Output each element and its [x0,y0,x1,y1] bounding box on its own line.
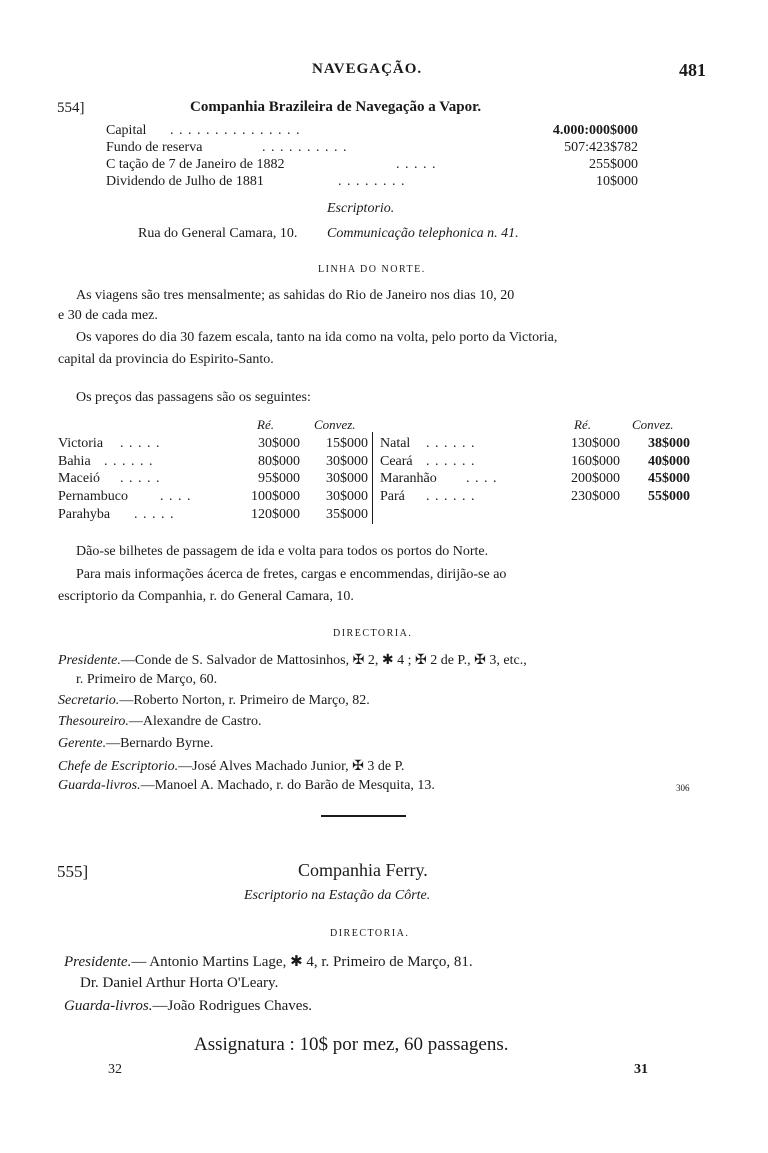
fare-convez: 55$000 [648,489,690,504]
board-text: — Antonio Martins Lage, ✱ 4, r. Primeiro de Março, 81. [131,954,473,970]
board-heading: DIRECTORIA. [333,628,413,639]
port-name: Pará [380,489,405,504]
board-text: —João Rodrigues Chaves. [152,998,313,1014]
office-555: Escriptorio na Estação da Côrte. [244,888,431,903]
fare-convez: 35$000 [326,507,368,522]
fare-convez: 30$000 [326,454,368,469]
board-member [64,998,312,1015]
fare-re: 230$000 [571,489,620,504]
board-role: Guarda-livros. [64,998,153,1014]
fare-re: 130$000 [571,436,620,451]
fare-convez: 15$000 [326,436,368,451]
office-phone: Communicação telephonica n. 41. [327,226,519,241]
board-text: —Roberto Norton, r. Primeiro de Março, 82. [119,693,370,708]
finance-label: Dividendo de Julho de 1881 [106,174,264,189]
board-member [58,693,370,709]
entry-number-554: 554] [57,100,85,116]
finance-label: Fundo de reserva [106,140,203,155]
info-line: Para mais informações ácerca de fretes, cargas e encommendas, dirijão-se ao [76,567,507,582]
page-number: 481 [679,60,706,80]
running-head-title: NAVEGAÇÃO. [312,61,423,77]
paragraph-line: As viagens são tres mensalmente; as sahidas do Rio de Janeiro nos dias 10, 20 [76,288,515,303]
board-member [58,778,435,794]
leader-dots: . . . . . . . . [338,174,406,189]
board-text: Dr. Daniel Arthur Horta O'Leary. [80,975,279,991]
finance-value: 4.000:000$000 [552,123,638,138]
line-heading: LINHA DO NORTE. [318,264,426,275]
fare-convez: 45$000 [648,471,690,486]
fare-re: 80$000 [258,454,300,469]
fare-re: 200$000 [571,471,620,486]
fare-convez: 30$000 [326,489,368,504]
port-name: Maranhão [380,471,437,486]
office-address: Rua do General Camara, 10. [138,226,298,241]
fare-re: 120$000 [251,507,300,522]
board-text: —José Alves Machado Junior, ✠ 3 de P. [178,759,405,774]
leader-dots: . . . . . . . . . . [262,140,348,155]
board-text: —Bernardo Byrne. [106,736,214,751]
board-role: Chefe de Escriptorio. [58,759,179,774]
column-divider [372,432,373,524]
col-header-re: Ré. [257,417,274,432]
board-member [58,714,262,730]
fare-convez: 38$000 [648,436,690,451]
port-name: Bahia [58,454,91,469]
fare-re: 160$000 [571,454,620,469]
board-member [58,736,213,752]
fare-re: 95$000 [258,471,300,486]
leader-dots: . . . . [466,471,498,486]
port-name: Pernambuco [58,489,128,504]
leader-dots: . . . . . . [426,454,476,469]
finance-label: C tação de 7 de Janeiro de 1882 [106,157,285,172]
leader-dots: . . . . . . [426,489,476,504]
finance-value: 10$000 [596,174,638,189]
signature-mark-left: 32 [108,1062,122,1077]
paragraph-line: capital da provincia do Espirito-Santo. [58,352,274,367]
port-name: Natal [380,436,411,451]
board-member [76,672,217,688]
board-member [64,952,473,971]
entry-number-555: 555] [57,862,89,881]
col-header-re: Ré. [574,417,591,432]
leader-dots: . . . . . . [104,454,154,469]
info-line: escriptorio da Companhia, r. do General Camara, 10. [58,589,354,604]
leader-dots: . . . . . . [426,436,476,451]
leader-dots: . . . . [160,489,192,504]
prices-intro: Os preços das passagens são os seguintes: [76,390,311,405]
board-member [58,652,527,669]
fare-convez: 30$000 [326,471,368,486]
port-name: Parahyba [58,507,111,522]
port-name: Ceará [380,454,413,469]
fare-re: 30$000 [258,436,300,451]
paragraph-line: e 30 de cada mez. [58,308,158,323]
office-heading: Escriptorio. [327,201,395,216]
board-role: Presidente. [64,954,132,970]
finance-value: 507:423$782 [564,140,638,155]
col-header-convez: Convez. [632,417,674,432]
leader-dots: . . . . . [120,436,161,451]
board-text: —Alexandre de Castro. [128,714,262,729]
board-heading-555: DIRECTORIA. [330,928,410,939]
board-role: Presidente. [58,653,121,668]
col-header-convez: Convez. [314,417,356,432]
port-name: Maceió [58,471,100,486]
margin-note: 306 [676,783,690,793]
port-name: Victoria [58,436,104,451]
board-role: Guarda-livros. [58,778,141,793]
board-role: Thesoureiro. [58,714,129,729]
fare-convez: 40$000 [648,454,690,469]
leader-dots: . . . . . [134,507,175,522]
fare-re: 100$000 [251,489,300,504]
section-divider [321,815,406,817]
board-role: Secretario. [58,693,120,708]
subscription-line: Assignatura : 10$ por mez, 60 passagens. [194,1034,509,1055]
company-title-554: Companhia Brazileira de Navegação a Vapor. [190,99,482,115]
leader-dots: . . . . . . . . . . . . . . . [170,123,301,138]
paragraph-line: Os vapores do dia 30 fazem escala, tanto na ida como na volta, pelo porto da Victoria, [76,330,558,345]
board-text: r. Primeiro de Março, 60. [76,672,218,687]
finance-value: 255$000 [589,157,638,172]
board-member [80,975,278,992]
leader-dots: . . . . . [396,157,437,172]
board-role: Gerente. [58,736,107,751]
board-member [58,758,404,775]
tickets-line: Dão-se bilhetes de passagem de ida e volta para todos os portos do Norte. [76,544,489,559]
finance-label: Capital [106,123,147,138]
company-title-555: Companhia Ferry. [298,860,428,880]
leader-dots: . . . . . [120,471,161,486]
board-text: —Manoel A. Machado, r. do Barão de Mesquita, 13. [140,778,435,793]
signature-mark-right: 31 [634,1062,648,1077]
board-text: —Conde de S. Salvador de Mattosinhos, ✠ 2, ✱ 4 ; ✠ 2 de P., ✠ 3, etc., [120,653,527,668]
